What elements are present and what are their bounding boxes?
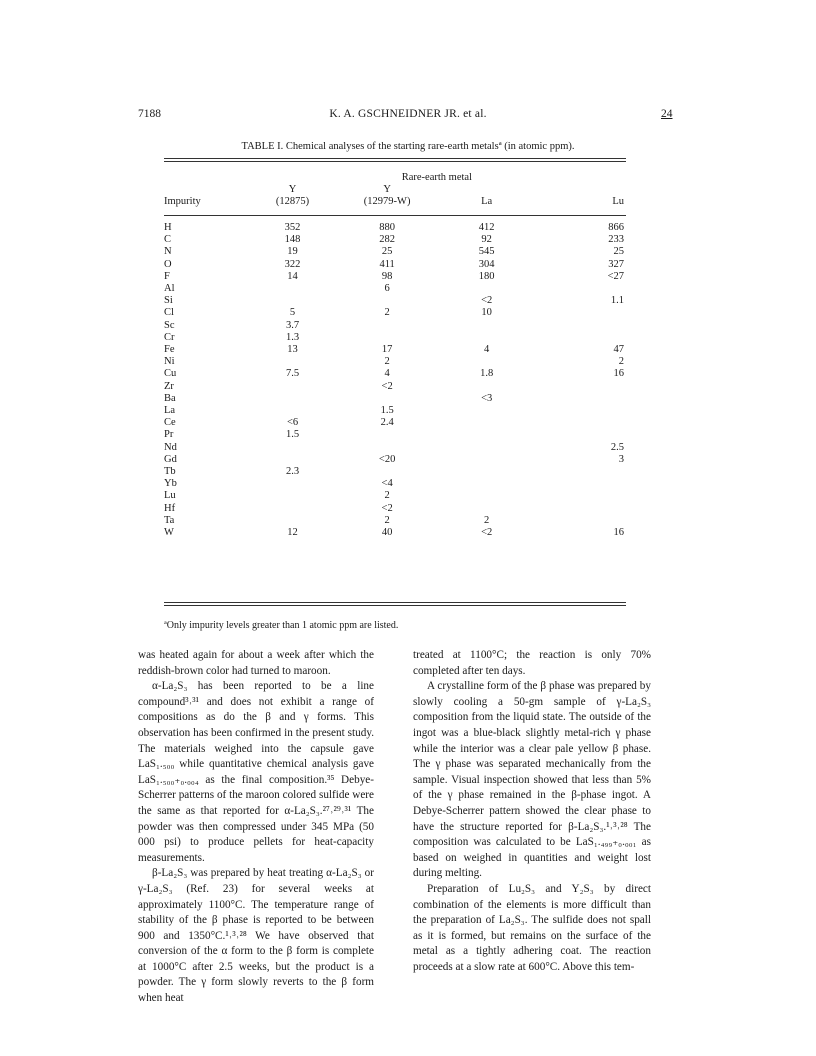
impurity-cell: Pr xyxy=(164,429,174,441)
table-row xyxy=(164,283,626,295)
value-cell: 25 xyxy=(381,246,393,258)
value-cell: 12 xyxy=(287,527,298,539)
value-cell xyxy=(536,503,626,515)
value-cell xyxy=(248,454,338,466)
value-cell: 1.8 xyxy=(480,368,494,380)
impurity-cell: Nd xyxy=(164,441,177,453)
volume-number: 24 xyxy=(661,108,673,120)
value-cell: 1.3 xyxy=(285,331,300,343)
left-text-column xyxy=(138,648,374,1007)
table-body xyxy=(164,222,626,539)
impurity-cell: Yb xyxy=(164,478,177,490)
value-cell xyxy=(248,381,338,393)
table-bottom-rule xyxy=(164,602,626,603)
table-group-header-row xyxy=(164,164,626,184)
impurity-cell: Ba xyxy=(164,392,176,404)
value-cell: 14 xyxy=(287,270,298,282)
table-row xyxy=(164,405,626,417)
value-cell: 352 xyxy=(284,222,301,233)
value-cell xyxy=(437,466,536,478)
value-cell: 148 xyxy=(284,234,301,246)
value-cell: 2 xyxy=(384,356,390,368)
value-cell: 1.5 xyxy=(285,429,300,441)
value-cell xyxy=(437,283,536,295)
value-cell: 411 xyxy=(379,258,395,270)
value-cell xyxy=(536,393,626,405)
value-cell xyxy=(248,356,338,368)
paragraph: was heated again for about a week after which the reddish-brown color had turned to maroon. xyxy=(138,649,374,677)
table-row xyxy=(164,234,626,246)
value-cell xyxy=(536,283,626,295)
table-row xyxy=(164,417,626,429)
impurity-cell: Tb xyxy=(164,466,176,478)
table-row xyxy=(164,442,626,454)
table-header-row-1 xyxy=(164,184,626,196)
value-cell: 40 xyxy=(381,527,393,539)
value-cell: <27 xyxy=(607,270,624,282)
impurity-cell: Ta xyxy=(164,514,175,526)
value-cell xyxy=(337,466,437,478)
value-cell: <2 xyxy=(381,380,393,392)
value-cell xyxy=(248,283,338,295)
value-cell: 16 xyxy=(613,368,624,380)
value-cell: 1.1 xyxy=(610,295,624,307)
value-cell: 866 xyxy=(608,222,624,233)
impurity-cell: Ni xyxy=(164,356,175,368)
value-cell: 2.5 xyxy=(610,441,624,453)
impurity-cell: Ce xyxy=(164,417,176,429)
value-cell: 545 xyxy=(478,246,495,258)
table-header-row-2 xyxy=(164,196,626,208)
value-cell xyxy=(437,490,536,502)
value-cell xyxy=(337,320,437,332)
value-cell: 6 xyxy=(384,283,390,295)
table-row xyxy=(164,332,626,344)
table-bottom-rule-2 xyxy=(164,605,626,606)
table-row xyxy=(164,490,626,502)
value-cell xyxy=(536,417,626,429)
table-row xyxy=(164,515,626,527)
value-cell xyxy=(437,381,536,393)
table-row xyxy=(164,344,626,356)
right-text-column xyxy=(413,648,651,975)
running-title: K. A. GSCHNEIDNER JR. et al. xyxy=(329,108,487,120)
value-cell xyxy=(437,478,536,490)
impurity-cell: W xyxy=(164,527,174,539)
paragraph: Preparation of Lu₂S₃ and Y₂S₃ by direct combination of the elements is more difficult than the preparation of La₂S₃. The sulfide does not spall as it is formed, but remains on the surface of the metal as a tightly adhering coat. The reaction proceeds at a slow rate at 600°C. Above this tem- xyxy=(413,882,651,973)
table-row xyxy=(164,527,626,539)
value-cell xyxy=(536,405,626,417)
impurity-cell: Zr xyxy=(164,380,174,392)
value-cell: 180 xyxy=(478,270,495,282)
value-cell: <2 xyxy=(481,527,493,539)
value-cell: 327 xyxy=(608,258,624,270)
table-row xyxy=(164,503,626,515)
impurity-cell: Al xyxy=(164,283,175,295)
value-cell: 412 xyxy=(478,222,495,233)
value-cell xyxy=(437,356,536,368)
table-top-rule-2 xyxy=(164,161,626,162)
impurity-cell: N xyxy=(164,246,172,258)
table-row xyxy=(164,222,626,234)
table-row xyxy=(164,454,626,466)
value-cell: 2.4 xyxy=(380,417,394,429)
value-cell: 16 xyxy=(613,527,624,539)
table-row xyxy=(164,259,626,271)
value-cell: 3.7 xyxy=(285,319,300,331)
impurity-cell: F xyxy=(164,270,170,282)
value-cell: 282 xyxy=(379,234,395,246)
col-header-la: La xyxy=(481,196,493,207)
table-row xyxy=(164,429,626,441)
value-cell xyxy=(536,307,626,319)
value-cell: 322 xyxy=(284,258,301,270)
value-cell xyxy=(437,442,536,454)
value-cell: 10 xyxy=(481,307,492,319)
paragraph: treated at 1100°C; the reaction is only 70% completed after ten days. xyxy=(413,649,651,677)
value-cell xyxy=(248,503,338,515)
table-top-rule xyxy=(164,158,626,159)
page-number: 7188 xyxy=(138,108,161,120)
col-header-lu: Lu xyxy=(612,196,624,207)
table-row xyxy=(164,381,626,393)
value-cell xyxy=(536,429,626,441)
impurity-cell: Si xyxy=(164,295,173,307)
value-cell xyxy=(248,393,338,405)
impurity-cell: Fe xyxy=(164,344,175,356)
value-cell: 2.3 xyxy=(285,466,300,478)
value-cell xyxy=(337,393,437,405)
table-row xyxy=(164,368,626,380)
value-cell xyxy=(536,466,626,478)
impurity-cell: Cu xyxy=(164,368,177,380)
value-cell: 304 xyxy=(478,258,495,270)
value-cell: <2 xyxy=(481,295,493,307)
table-row xyxy=(164,478,626,490)
value-cell xyxy=(437,320,536,332)
value-cell: 880 xyxy=(379,222,395,233)
value-cell xyxy=(536,332,626,344)
value-cell xyxy=(248,515,338,527)
value-cell xyxy=(248,295,338,307)
value-cell: 2 xyxy=(618,356,624,368)
value-cell: 2 xyxy=(384,490,390,502)
value-cell xyxy=(437,454,536,466)
value-cell xyxy=(337,442,437,454)
value-cell: 5 xyxy=(289,307,296,319)
value-cell: <2 xyxy=(381,502,393,514)
col-header-impurity: Impurity xyxy=(164,196,201,207)
col-sub-y2: (12979-W) xyxy=(363,196,411,207)
value-cell: 19 xyxy=(287,246,298,258)
value-cell: 92 xyxy=(481,234,492,246)
col-header-y2: Y xyxy=(383,184,391,195)
value-cell xyxy=(248,490,338,502)
running-header xyxy=(0,108,816,128)
table-row xyxy=(164,246,626,258)
value-cell xyxy=(437,405,536,417)
value-cell xyxy=(536,478,626,490)
impurity-cell: C xyxy=(164,234,172,246)
value-cell xyxy=(248,442,338,454)
table-row xyxy=(164,466,626,478)
impurity-cell: Cl xyxy=(164,307,174,319)
col-sub-y1: (12875) xyxy=(275,196,310,207)
paragraph: A crystalline form of the β phase was prepared by slowly cooling a 50-gm sample of γ-La₂S₃ composition from the liquid state. The outside of the ingot was a blue-black slightly metal-rich γ phase while the interior was a clear pale yellow β phase. The γ phase was separated mechanically from the sample. Visual inspection showed that less than 5% of the γ phase remained in the β-phase ingot. A Debye-Scherrer pattern showed the clear phase to have the structure reported for β-La₂S₃.¹˒³˒²⁸ The composition was calculated to be LaS₁.₄₉₉₊₀.₀₀₁ as based on weighed in quantities and weight lost during melting. xyxy=(413,680,651,880)
value-cell xyxy=(536,490,626,502)
paragraph: α-La₂S₃ has been reported to be a line compound³˒³¹ and does not exhibit a range of compositions as do the β and γ forms. This observation has been confirmed in the present study. The materials weighed into the capsule gave LaS₁.₅₀₀ while quantitative chemical analysis gave LaS₁.₅₀₀₊₀.₀₀₄ as the final composition.³⁵ Debye-Scherrer patterns of the maroon colored sulfide were the same as that reported for α-La₂S₃.²⁷˒²⁹˒³¹ The powder was then compressed under 345 MPa (50 000 psi) to produce pellets for heat-capacity measurements. xyxy=(138,680,374,864)
value-cell: <20 xyxy=(378,453,396,465)
value-cell xyxy=(337,429,437,441)
table-footnote: ªOnly impurity levels greater than 1 atomic ppm are listed. xyxy=(164,620,399,631)
value-cell: 1.5 xyxy=(380,405,394,417)
value-cell xyxy=(536,320,626,332)
value-cell xyxy=(437,429,536,441)
col-header-y1: Y xyxy=(288,184,297,195)
impurity-cell: Lu xyxy=(164,490,176,502)
value-cell: 4 xyxy=(484,344,490,356)
value-cell: 25 xyxy=(613,246,624,258)
value-cell: <4 xyxy=(381,478,393,490)
value-cell: <3 xyxy=(481,392,493,404)
impurity-cell: Hf xyxy=(164,502,176,514)
impurity-cell: H xyxy=(164,222,172,233)
value-cell: 3 xyxy=(618,453,624,465)
value-cell: <6 xyxy=(286,417,299,429)
value-cell: 17 xyxy=(381,344,393,356)
value-cell xyxy=(437,417,536,429)
table-row xyxy=(164,271,626,283)
value-cell: 2 xyxy=(384,514,390,526)
value-cell xyxy=(437,332,536,344)
value-cell: 233 xyxy=(608,234,624,246)
value-cell: 47 xyxy=(613,344,624,356)
table-row xyxy=(164,320,626,332)
value-cell xyxy=(536,381,626,393)
value-cell xyxy=(337,295,437,307)
table-caption: TABLE I. Chemical analyses of the starting rare-earth metalsª (in atomic ppm). xyxy=(241,141,575,152)
value-cell xyxy=(248,405,338,417)
value-cell: 7.5 xyxy=(285,368,300,380)
impurity-cell: O xyxy=(164,258,172,270)
impurity-cell: Sc xyxy=(164,319,175,331)
value-cell: 98 xyxy=(381,270,393,282)
value-cell: 4 xyxy=(384,368,390,380)
value-cell xyxy=(536,515,626,527)
value-cell xyxy=(337,332,437,344)
value-cell: 2 xyxy=(384,307,390,319)
table-row xyxy=(164,295,626,307)
group-header: Rare-earth metal xyxy=(401,172,472,183)
value-cell xyxy=(248,478,338,490)
paragraph: β-La₂S₃ was prepared by heat treating α-La₂S₃ or γ-La₂S₃ (Ref. 23) for several weeks at approximately 1100°C. The temperature range of stability of the β phase is reported to be between 900 and 1350°C.¹˒³˒²⁸ We have observed that conversion of the α form to the β form is complete at 1000°C after 2.5 weeks, but the product is a powder. The γ form slowly reverts to the β form when heat xyxy=(138,867,374,1005)
value-cell: 2 xyxy=(484,514,490,526)
impurity-table xyxy=(164,164,626,539)
value-cell xyxy=(437,503,536,515)
impurity-cell: La xyxy=(164,405,176,417)
value-cell: 13 xyxy=(287,344,298,356)
impurity-cell: Gd xyxy=(164,453,177,465)
table-row xyxy=(164,307,626,319)
table-row xyxy=(164,356,626,368)
table-row xyxy=(164,393,626,405)
impurity-cell: Cr xyxy=(164,331,175,343)
